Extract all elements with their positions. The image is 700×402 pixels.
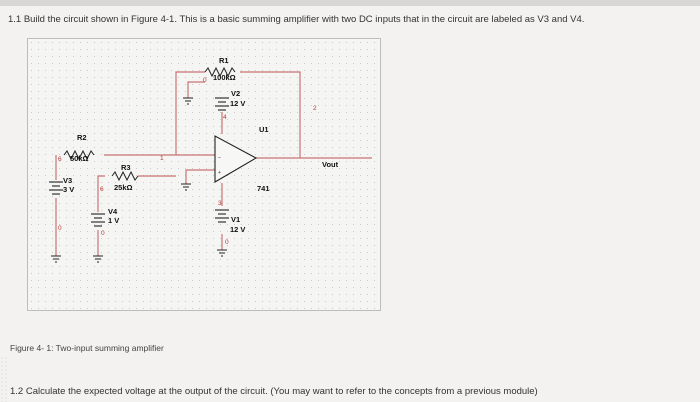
node-6b: 6 — [100, 186, 104, 193]
r3-name: R3 — [121, 163, 131, 172]
node-0d: 0 — [225, 239, 229, 246]
battery-v2 — [215, 98, 229, 110]
node-0a: 0 — [203, 77, 207, 84]
r1-name: R1 — [219, 56, 229, 65]
v2-name: V2 — [231, 89, 241, 98]
node-0b: 0 — [58, 225, 62, 232]
ground-v1-icon — [217, 250, 227, 256]
wire-top-ground — [188, 82, 205, 98]
opamp-model: 741 — [257, 184, 270, 193]
opamp-u1 — [215, 136, 256, 182]
output-label: Vout — [322, 160, 339, 169]
battery-v3 — [49, 182, 63, 194]
question-1-2: 1.2 Calculate the expected voltage at the output of the circuit. (You may want to refer to the concepts from a previous module) — [10, 386, 538, 397]
side-dot-pattern — [0, 356, 8, 402]
opamp-minus-sign: – — [218, 155, 221, 161]
node-1: 1 — [160, 155, 164, 162]
v2-value: 12 V — [230, 99, 246, 108]
battery-v1 — [215, 210, 229, 222]
figure-caption: Figure 4- 1: Two-input summing amplifier — [10, 343, 164, 353]
v3-name: V3 — [63, 176, 73, 185]
node-4: 4 — [223, 114, 227, 121]
r2-name: R2 — [77, 133, 87, 142]
ground-v4-icon — [93, 256, 103, 262]
node-2: 2 — [313, 105, 317, 112]
opamp-plus-sign: + — [218, 170, 221, 176]
v4-name: V4 — [108, 207, 118, 216]
wire-r1-output — [240, 72, 300, 158]
r2-value: 50kΩ — [70, 154, 89, 163]
wire-r3-v4 — [98, 176, 105, 212]
v3-value: 3 V — [63, 185, 75, 194]
v1-name: V1 — [231, 215, 241, 224]
opamp-name: U1 — [259, 125, 269, 134]
v4-value: 1 V — [108, 216, 120, 225]
ground-symbols — [51, 98, 227, 262]
node-3: 3 — [218, 200, 222, 207]
v1-value: 12 V — [230, 225, 246, 234]
ground-v3-icon — [51, 256, 61, 262]
wire-junction-r1 — [176, 72, 205, 155]
r3-value: 25kΩ — [114, 183, 133, 192]
r1-value: 100kΩ — [213, 73, 236, 82]
node-6a: 6 — [58, 156, 62, 163]
ground-noninv-icon — [181, 184, 191, 190]
node-0c: 0 — [101, 230, 105, 237]
battery-v4 — [91, 214, 105, 226]
wire-noninv-ground — [186, 170, 215, 184]
question-1-1: 1.1 Build the circuit shown in Figure 4-1. This is a basic summing amplifier with two DC inputs that in the circuit are labeled as V3 and V4. — [8, 14, 585, 25]
resistor-r3 — [112, 172, 138, 180]
ground-top-icon — [183, 98, 193, 104]
